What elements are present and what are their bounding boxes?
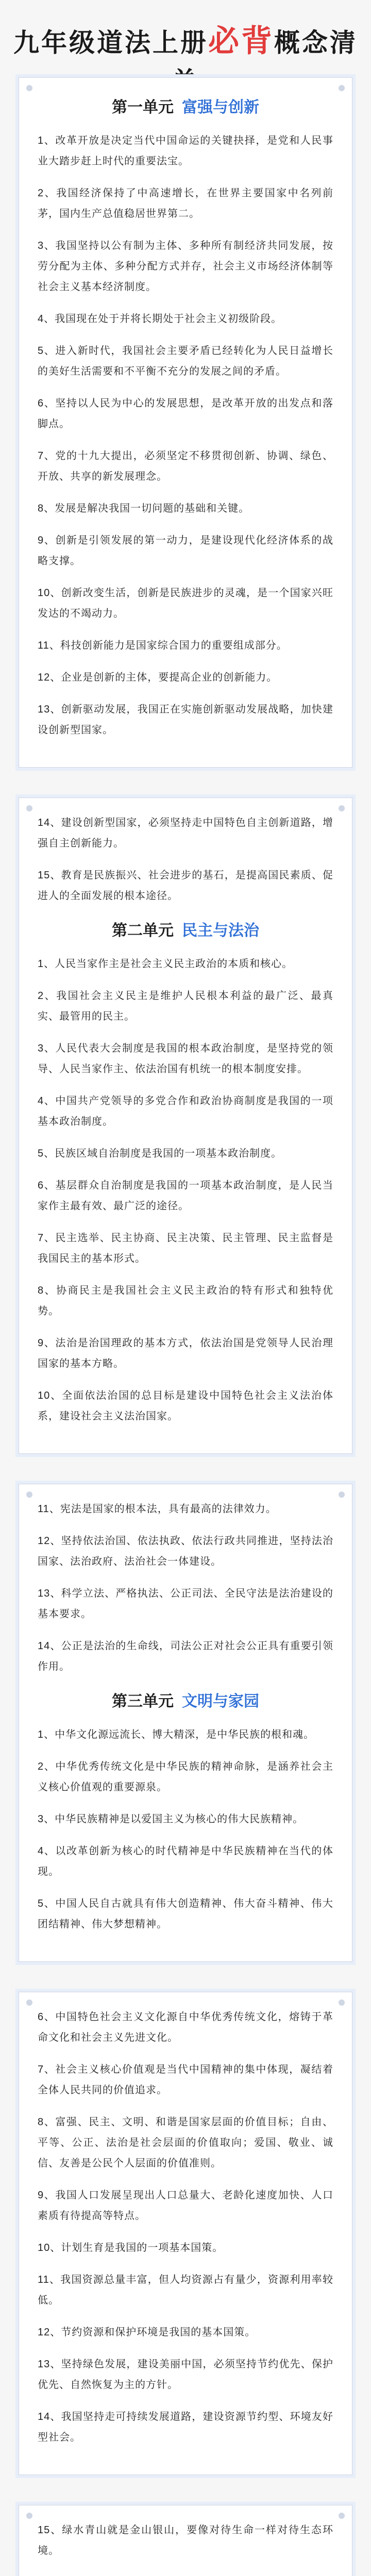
concept-item: 12、节约资源和保护环境是我国的基本国策。 xyxy=(38,2327,256,2338)
concept-item: 12、企业是创新的主体，要提高企业的创新能力。 xyxy=(38,672,278,683)
concept-item: 15、教育是民族振兴、社会进步的基石，是提高国民素质、促进人的全面发展的根本途径。 xyxy=(38,870,333,902)
header xyxy=(0,0,371,77)
concept-item: 2、中华优秀传统文化是中华民族的精神命脉，是涵养社会主义核心价值观的重要源泉。 xyxy=(38,1761,333,1793)
concept-item: 10、计划生育是我国的一项基本国策。 xyxy=(38,2242,224,2253)
unit-3-card xyxy=(19,1484,352,1962)
concept-item: 6、中国特色社会主义文化源自中华优秀传统文化，熔铸于革命文化和社会主义先进文化。 xyxy=(38,2011,333,2043)
concept-item: 6、基层群众自治制度是我国的一项基本政治制度，是人民当家作主最有效、最广泛的途径。 xyxy=(38,1180,333,1212)
concept-item: 9、法治是治国理政的基本方式，依法治国是党领导人民治理国家的基本方略。 xyxy=(38,1337,333,1369)
concept-item: 7、民主选举、民主协商、民主决策、民主管理、民主监督是我国民主的基本形式。 xyxy=(38,1232,333,1264)
concept-item: 6、坚持以人民为中心的发展思想，是改革开放的出发点和落脚点。 xyxy=(38,398,333,430)
concept-item: 1、改革开放是决定当代中国命运的关键抉择，是党和人民事业大踏步赶上时代的重要法宝。 xyxy=(38,135,333,167)
concept-item: 9、我国人口发展呈现出人口总量大、老龄化速度加快、人口素质有待提高等特点。 xyxy=(38,2190,333,2222)
unit-4-card xyxy=(19,2505,352,2576)
unit-1-title xyxy=(38,94,333,117)
unit-2-label: 第二单元 xyxy=(112,922,174,939)
concept-item: 11、宪法是国家的根本法，具有最高的法律效力。 xyxy=(38,1503,277,1515)
concept-item: 8、协商民主是我国社会主义民主政治的特有形式和独特优势。 xyxy=(38,1285,333,1317)
concept-item: 8、富强、民主、文明、和谐是国家层面的价值目标；自由、平等、公正、法治是社会层面的价值取向；爱国、敬业、诚信、友善是公民个人层面的价值准则。 xyxy=(38,2116,333,2169)
concept-item: 14、建设创新型国家，必须坚持走中国特色自主创新道路，增强自主创新能力。 xyxy=(38,817,333,849)
title-suffix: 概念清 xyxy=(274,28,358,57)
concept-item: 5、民族区域自治制度是我国的一项基本政治制度。 xyxy=(38,1148,282,1159)
concept-item: 14、公正是法治的生命线，司法公正对社会公正具有重要引领作用。 xyxy=(38,1640,333,1672)
concept-item: 2、我国社会主义民主是维护人民根本利益的最广泛、最真实、最管用的民主。 xyxy=(38,990,333,1022)
concept-item: 10、全面依法治国的总目标是建设中国特色社会主义法治体系，建设社会主义法治国家。 xyxy=(38,1390,333,1422)
concept-item: 13、创新驱动发展，我国正在实施创新驱动发展战略，加快建设创新型国家。 xyxy=(38,704,333,736)
unit-3-label: 第三单元 xyxy=(112,1693,174,1710)
unit-1-label: 第一单元 xyxy=(112,99,174,116)
concept-item: 10、创新改变生活，创新是民族进步的灵魂，是一个国家兴旺发达的不竭动力。 xyxy=(38,587,333,619)
concept-item: 1、人民当家作主是社会主义民主政治的本质和核心。 xyxy=(38,958,293,970)
concept-item: 4、中国共产党领导的多党合作和政治协商制度是我国的一项基本政治制度。 xyxy=(38,1095,333,1127)
concept-item: 4、我国现在处于并将长期处于社会主义初级阶段。 xyxy=(38,313,282,325)
concept-item: 3、人民代表大会制度是我国的根本政治制度，是坚持党的领导、人民当家作主、依法治国有机统一的根本制度安排。 xyxy=(38,1043,333,1075)
unit-3-card-continued xyxy=(19,1992,352,2475)
concept-item: 13、科学立法、严格执法、公正司法、全民守法是法治建设的基本要求。 xyxy=(38,1588,333,1620)
concept-item: 3、我国坚持以公有制为主体、多种所有制经济共同发展，按劳分配为主体、多种分配方式并存，社会主义市场经济体制等社会主义基本经济制度。 xyxy=(38,240,333,293)
concept-item: 13、坚持绿色发展，建设美丽中国，必须坚持节约优先、保护优先、自然恢复为主的方针。 xyxy=(38,2359,333,2391)
concept-item: 11、我国资源总量丰富，但人均资源占有量少，资源利用率较低。 xyxy=(38,2274,333,2306)
unit-3-subtitle: 文明与家园 xyxy=(182,1693,259,1710)
concept-item: 7、党的十九大提出，必须坚定不移贯彻创新、协调、绿色、开放、共享的新发展理念。 xyxy=(38,450,333,482)
title-highlight: 必背 xyxy=(208,24,274,58)
unit-3-title xyxy=(38,1688,333,1711)
unit-2-card xyxy=(19,798,352,1454)
concept-item xyxy=(38,2572,333,2576)
unit-1-subtitle: 富强与创新 xyxy=(182,99,259,116)
concept-item: 2、我国经济保持了中高速增长，在世界主要国家中名列前茅，国内生产总值稳居世界第二。 xyxy=(38,188,333,219)
concept-item: 9、创新是引领发展的第一动力，是建设现代化经济体系的战略支撑。 xyxy=(38,535,333,567)
title-prefix: 九年级道法上册 xyxy=(13,28,208,57)
concept-item: 14、我国坚持走可持续发展道路，建设资源节约型、环境友好型社会。 xyxy=(38,2411,333,2443)
concept-item: 12、坚持依法治国、依法执政、依法行政共同推进，坚持法治国家、法治政府、法治社会一体建设。 xyxy=(38,1535,333,1567)
concept-item: 11、科技创新能力是国家综合国力的重要组成部分。 xyxy=(38,640,288,651)
concept-item: 5、中国人民自古就具有伟大创造精神、伟大奋斗精神、伟大团结精神、伟大梦想精神。 xyxy=(38,1898,333,1930)
unit-2-title xyxy=(38,918,333,940)
unit-2-subtitle: 民主与法治 xyxy=(182,922,259,939)
concept-item: 8、发展是解决我国一切问题的基础和关键。 xyxy=(38,503,250,514)
concept-item: 3、中华民族精神是以爱国主义为核心的伟大民族精神。 xyxy=(38,1814,304,1825)
concept-item: 4、以改革创新为核心的时代精神是中华民族精神在当代的体现。 xyxy=(38,1845,333,1877)
concept-item: 1、中华文化源远流长、博大精深，是中华民族的根和魂。 xyxy=(38,1729,315,1740)
unit-1-card xyxy=(19,77,352,768)
concept-item: 5、进入新时代，我国社会主要矛盾已经转化为人民日益增长的美好生活需要和不平衡不充分的发展之间的矛盾。 xyxy=(38,345,333,377)
concept-item: 7、社会主义核心价值观是当代中国精神的集中体现，凝结着全体人民共同的价值追求。 xyxy=(38,2064,333,2096)
concept-item: 15、绿水青山就是金山银山，要像对待生命一样对待生态环境。 xyxy=(38,2524,333,2556)
